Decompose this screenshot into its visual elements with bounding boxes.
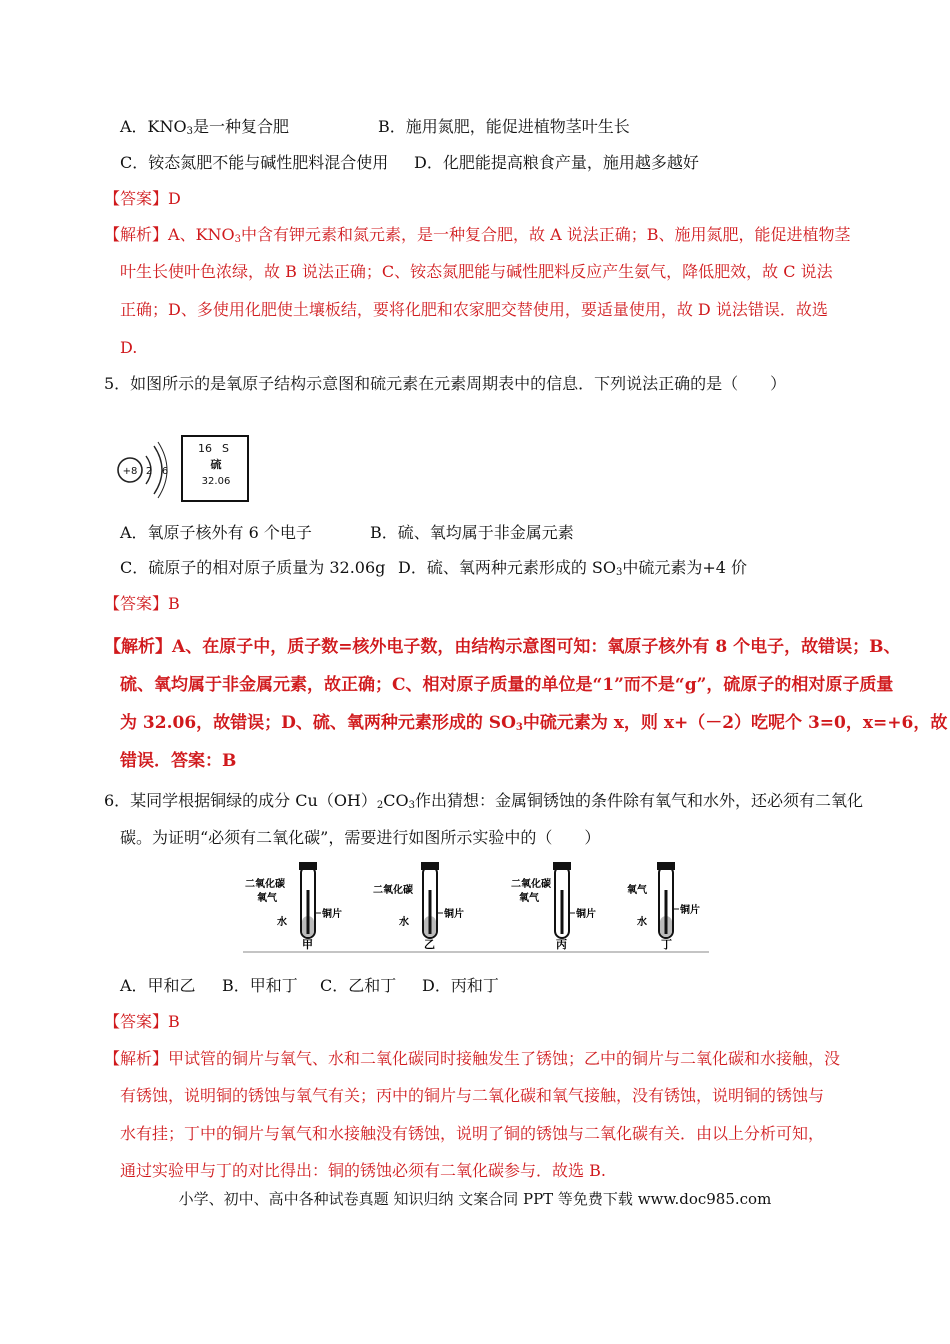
test-tube-yi (373, 862, 464, 951)
gas-label-2: 氧气 (257, 893, 277, 904)
q6-option-b: B．甲和丁 (222, 976, 298, 995)
oxygen-atom-diagram (118, 442, 168, 498)
tube-stopper (553, 862, 571, 870)
q6-option-a: A．甲和乙 (120, 976, 196, 995)
q5-answer: 【答案】B (104, 594, 180, 613)
q5-explanation-line-3: 为 32.06，故错误；D、硫、氧两种元素形成的 $SO_3$中硫元素为 x，则 x+（－2）吃呢个 3=0，x=+6，故 (120, 713, 948, 733)
shell-1-electrons: 2 (145, 466, 153, 477)
sulfur-element-cell (182, 436, 248, 501)
electron-shell-2 (154, 446, 162, 494)
q4-option-b: B．施用氮肥，能促进植物茎叶生长 (378, 117, 630, 136)
q6-option-c: C．乙和丁 (320, 976, 397, 995)
water-label: 水 (637, 917, 647, 928)
tube-label: 乙 (424, 938, 435, 951)
q4-explanation-line-1: 【解析】A、$KNO_3$中含有钾元素和氮元素，是一种复合肥，故 A 说法正确；B、施用氮肥，能促进植物茎 (104, 225, 851, 245)
q5-option-a: A．氧原子核外有 6 个电子 (120, 523, 312, 542)
q5-option-b: B．硫、氧均属于非金属元素 (370, 523, 574, 542)
tube-stopper (657, 862, 675, 870)
tube-stopper (299, 862, 317, 870)
gas-label-1: 二氧化碳 (373, 885, 413, 896)
gas-label-1: 氧气 (627, 885, 647, 896)
tube-label: 甲 (302, 938, 313, 951)
q5-explanation-line-4: 错误．答案：B (120, 751, 237, 771)
q6-answer: 【答案】B (104, 1012, 180, 1031)
test-tube-jia (245, 862, 342, 951)
gas-label-1: 二氧化碳 (511, 879, 551, 890)
q5-option-d: D．硫、氧两种元素形成的 $SO_3$中硫元素为+4 价 (398, 558, 748, 578)
tube-stopper (421, 862, 439, 870)
atomic-number: 16 (198, 442, 212, 455)
q6-explanation-line-1: 【解析】甲试管的铜片与氧气、水和二氧化碳同时接触发生了锈蚀；乙中的铜片与二氧化碳和水接触，没 (104, 1049, 841, 1068)
atomic-mass: 32.06 (201, 476, 231, 487)
shell-2-electrons: 6 (161, 466, 169, 477)
q6-figure (243, 860, 709, 955)
q5-option-c: C．硫原子的相对原子质量为 32.06g (120, 558, 386, 577)
element-symbol: S (222, 442, 229, 455)
q5-explanation-line-1: 【解析】A、在原子中，质子数=核外电子数，由结构示意图可知：氧原子核外有 8 个电子，故错误；B、 (104, 637, 901, 657)
q4-explanation-line-4: D. (120, 338, 138, 357)
copper-label: 铜片 (322, 909, 342, 920)
q5-figure (112, 428, 262, 508)
page-footer: 小学、初中、高中各种试卷真题 知识归纳 文案合同 PPT 等免费下载 www.doc985.com (178, 1190, 772, 1208)
q6-explanation-line-2: 有锈蚀，说明铜的锈蚀与氧气有关；丙中的铜片与二氧化碳和氧气接触，没有锈蚀，说明铜的锈蚀与 (120, 1086, 825, 1105)
gas-label-2: 氧气 (519, 893, 539, 904)
q4-explanation-line-3: 正确；D、多使用化肥使土壤板结，要将化肥和农家肥交替使用，要适量使用，故 D 说法错误．故选 (120, 300, 828, 319)
q4-option-a: A．$KNO_3$是一种复合肥 (120, 117, 290, 137)
water-label: 水 (277, 917, 287, 928)
q4-answer: 【答案】D (104, 189, 181, 208)
q4-explanation-line-2: 叶生长使叶色浓绿，故 B 说法正确；C、铵态氮肥能与碱性肥料反应产生氨气，降低肥效，故 C 说法 (120, 262, 833, 281)
element-name: 硫 (210, 458, 222, 471)
q6-question-line-1: 6．某同学根据铜绿的成分 $Cu(OH)_2CO_3$作出猜想：金属铜锈蚀的条件除有氧气和水外，还必须有二氧化 (104, 791, 864, 811)
q4-option-c: C．铵态氮肥不能与碱性肥料混合使用 (120, 153, 389, 172)
test-tube-ding (627, 862, 700, 951)
nucleus-charge: +8 (122, 466, 138, 477)
q6-question-line-2: 碳。为证明“必须有二氧化碳”，需要进行如图所示实验中的（ ） (120, 828, 601, 847)
q4-option-d: D．化肥能提高粮食产量，施用越多越好 (414, 153, 699, 172)
q6-option-d: D．丙和丁 (422, 976, 499, 995)
q5-explanation-line-2: 硫、氧均属于非金属元素，故正确；C、相对原子质量的单位是“1”而不是“g”，硫原子的相对原子质量 (120, 675, 894, 695)
test-tube-bing (511, 862, 596, 951)
q6-explanation-line-4: 通过实验甲与丁的对比得出：铜的锈蚀必须有二氧化碳参与．故选 B. (120, 1161, 606, 1180)
copper-label: 铜片 (444, 909, 464, 920)
copper-label: 铜片 (576, 909, 596, 920)
q6-explanation-line-3: 水有挂；丁中的铜片与氧气和水接触没有锈蚀，说明了铜的锈蚀与二氧化碳有关．由以上分析可知， (120, 1124, 825, 1143)
tube-label: 丁 (661, 938, 672, 951)
gas-label-1: 二氧化碳 (245, 879, 285, 890)
water-label: 水 (399, 917, 409, 928)
tube-label: 丙 (556, 938, 567, 951)
copper-label: 铜片 (680, 905, 700, 916)
q5-question: 5．如图所示的是氧原子结构示意图和硫元素在元素周期表中的信息．下列说法正确的是（ ） (104, 374, 787, 393)
